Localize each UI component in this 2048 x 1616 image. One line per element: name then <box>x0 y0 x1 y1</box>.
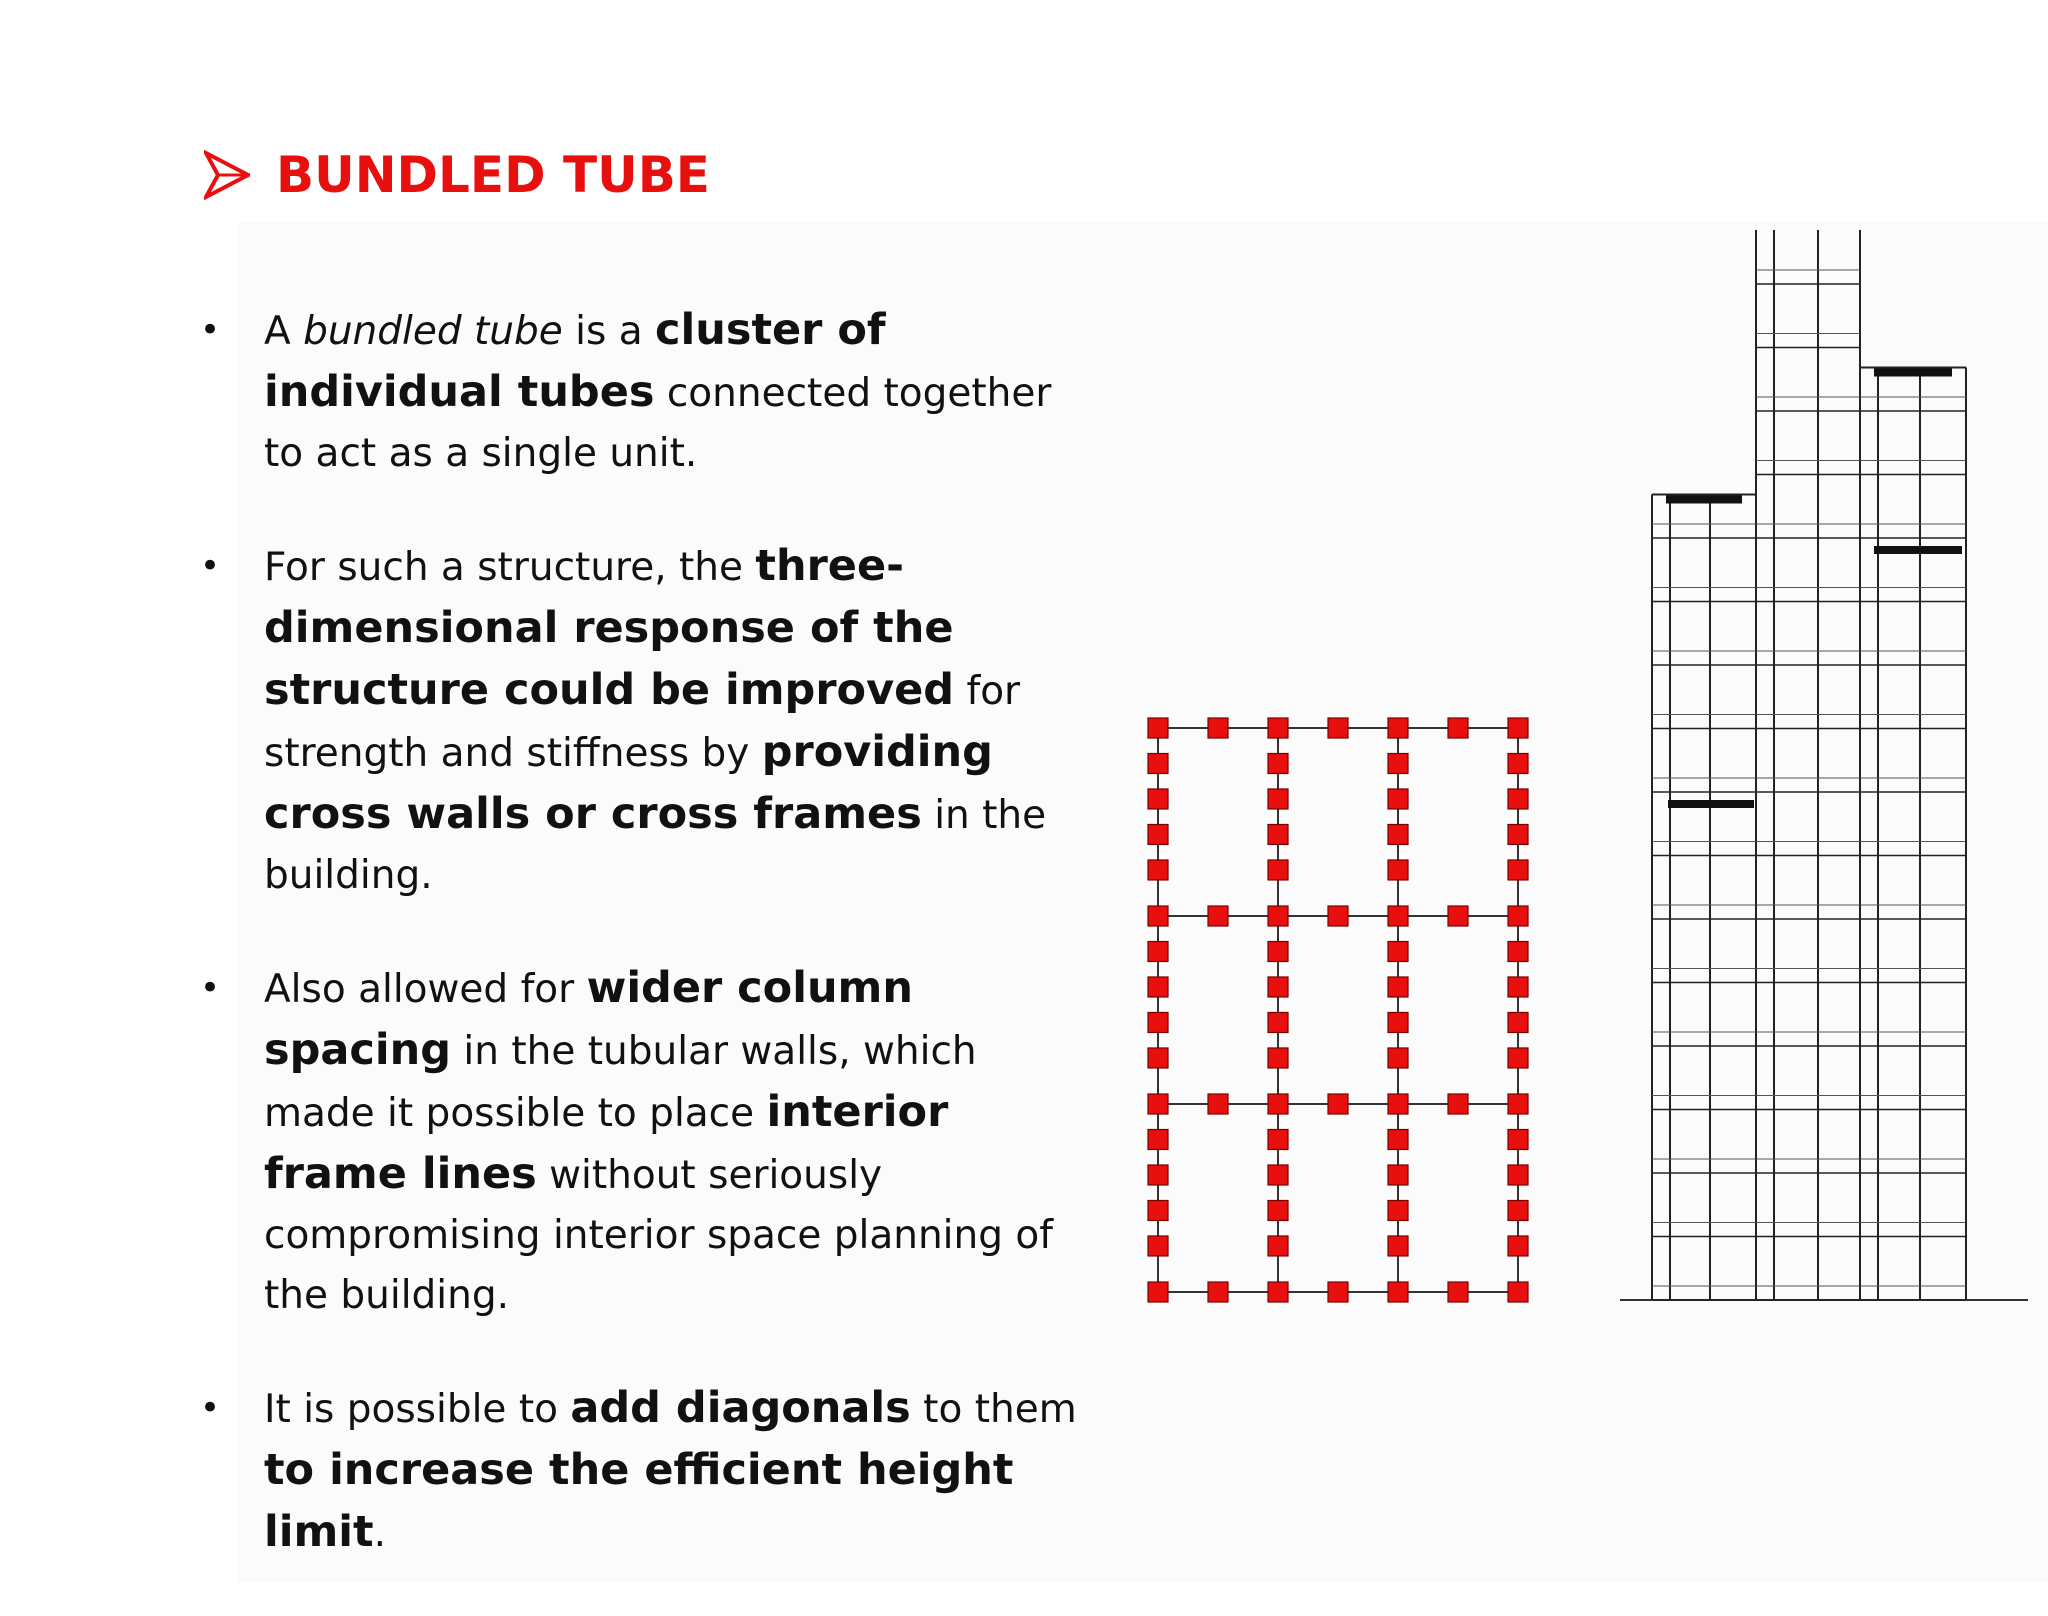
plan-column <box>1388 1200 1408 1220</box>
bullet-dot: • <box>200 546 221 586</box>
plan-column <box>1508 1200 1528 1220</box>
plan-column <box>1388 1012 1408 1032</box>
bullet-text <box>264 1383 1077 1557</box>
plan-column <box>1448 1094 1468 1114</box>
plan-column <box>1388 977 1408 997</box>
bundled-tube-floor-plan <box>1140 710 1560 1330</box>
plan-column <box>1148 1282 1168 1302</box>
bold-run: cluster of individual tubes <box>264 305 886 417</box>
plan-column <box>1448 906 1468 926</box>
plan-column <box>1268 1048 1288 1068</box>
plan-column <box>1508 1129 1528 1149</box>
text-run: in the building. <box>264 793 1047 898</box>
slide-title <box>204 140 710 210</box>
text-run: is a <box>562 309 656 354</box>
plan-column <box>1148 1165 1168 1185</box>
plan-column <box>1268 941 1288 961</box>
plan-column <box>1388 1048 1408 1068</box>
plan-column <box>1448 718 1468 738</box>
plan-column <box>1148 1200 1168 1220</box>
plan-column <box>1268 1236 1288 1256</box>
text-run: to them <box>910 1387 1077 1432</box>
plan-column <box>1268 753 1288 773</box>
bundled-tube-elevation <box>1610 230 2030 1310</box>
bold-run: three-dimensional response of the structure could be improved <box>264 541 955 715</box>
plan-column <box>1388 860 1408 880</box>
plan-column <box>1268 1129 1288 1149</box>
bullet-text <box>264 963 1053 1318</box>
plan-column <box>1388 718 1408 738</box>
plan-column <box>1328 906 1348 926</box>
plan-column <box>1508 906 1528 926</box>
plan-column <box>1148 718 1168 738</box>
plan-column <box>1268 824 1288 844</box>
bullet-item <box>200 300 1080 484</box>
text-run: in the tubular walls, which made it possible to place <box>264 1029 977 1136</box>
plan-column <box>1148 906 1168 926</box>
text-run: . <box>373 1511 386 1556</box>
plan-column <box>1148 1094 1168 1114</box>
plan-column <box>1208 718 1228 738</box>
bold-run: providing cross walls or cross frames <box>264 727 993 839</box>
plan-column <box>1148 1129 1168 1149</box>
plan-column <box>1148 977 1168 997</box>
bold-run: add diagonals <box>570 1383 911 1433</box>
plan-column <box>1148 824 1168 844</box>
bullet-dot: • <box>200 968 221 1008</box>
plan-column <box>1508 1012 1528 1032</box>
plan-column <box>1508 1048 1528 1068</box>
text-run: It is possible to <box>264 1387 571 1432</box>
plan-column <box>1208 1094 1228 1114</box>
text-run: connected together to act as a single unit. <box>264 371 1052 476</box>
plan-column <box>1508 789 1528 809</box>
plan-column <box>1388 824 1408 844</box>
plan-column <box>1268 906 1288 926</box>
plan-column <box>1508 860 1528 880</box>
plan-column <box>1508 1165 1528 1185</box>
plan-column <box>1508 824 1528 844</box>
plan-column <box>1268 1165 1288 1185</box>
text-run: A <box>264 309 304 354</box>
italic-run: bundled tube <box>303 309 563 354</box>
plan-column <box>1388 1094 1408 1114</box>
elevation-belt-truss <box>1874 546 1962 554</box>
plan-column <box>1268 1012 1288 1032</box>
bullet-text <box>264 305 1052 476</box>
plan-column <box>1148 941 1168 961</box>
bullet-dot: • <box>200 1388 221 1428</box>
plan-column <box>1508 753 1528 773</box>
plan-column <box>1268 1200 1288 1220</box>
arrow-bullet-icon <box>204 150 250 200</box>
bullet-text <box>264 541 1047 898</box>
plan-column <box>1388 1236 1408 1256</box>
bullet-item <box>200 1378 1080 1564</box>
bullet-list <box>200 300 1080 1616</box>
plan-column <box>1208 906 1228 926</box>
bullet-item <box>200 958 1080 1326</box>
plan-column <box>1268 977 1288 997</box>
plan-column <box>1208 1282 1228 1302</box>
plan-column <box>1268 1282 1288 1302</box>
plan-column <box>1388 1165 1408 1185</box>
plan-column <box>1448 1282 1468 1302</box>
bold-run: interior frame lines <box>264 1087 949 1199</box>
plan-column <box>1268 718 1288 738</box>
bold-run: wider column spacing <box>264 963 913 1075</box>
bullet-dot: • <box>200 310 221 350</box>
plan-column <box>1388 1282 1408 1302</box>
text-run: for strength and stiffness by <box>264 669 1021 776</box>
plan-column <box>1508 977 1528 997</box>
plan-column <box>1148 860 1168 880</box>
elevation-belt-truss <box>1874 369 1952 377</box>
text-run: For such a structure, the <box>264 545 756 590</box>
plan-column <box>1328 1094 1348 1114</box>
slide-title-text: BUNDLED TUBE <box>276 146 710 204</box>
plan-column <box>1148 1236 1168 1256</box>
plan-column <box>1148 1048 1168 1068</box>
plan-column <box>1268 789 1288 809</box>
plan-column <box>1328 718 1348 738</box>
plan-column <box>1388 753 1408 773</box>
plan-column <box>1148 753 1168 773</box>
plan-column <box>1388 941 1408 961</box>
plan-column <box>1508 1282 1528 1302</box>
plan-column <box>1148 1012 1168 1032</box>
plan-column <box>1268 860 1288 880</box>
plan-column <box>1148 789 1168 809</box>
plan-column <box>1508 718 1528 738</box>
elevation-belt-truss <box>1666 496 1742 504</box>
bold-run: to increase the efficient height limit <box>264 1445 1014 1557</box>
text-run: Also allowed for <box>264 967 587 1012</box>
plan-column <box>1508 1236 1528 1256</box>
plan-column <box>1508 1094 1528 1114</box>
bullet-item <box>200 536 1080 906</box>
plan-column <box>1388 906 1408 926</box>
plan-column <box>1508 941 1528 961</box>
text-run: without seriously compromising interior space planning of the building. <box>264 1153 1053 1318</box>
plan-column <box>1268 1094 1288 1114</box>
plan-column <box>1388 789 1408 809</box>
plan-column <box>1328 1282 1348 1302</box>
plan-column <box>1388 1129 1408 1149</box>
elevation-belt-truss <box>1668 800 1754 808</box>
